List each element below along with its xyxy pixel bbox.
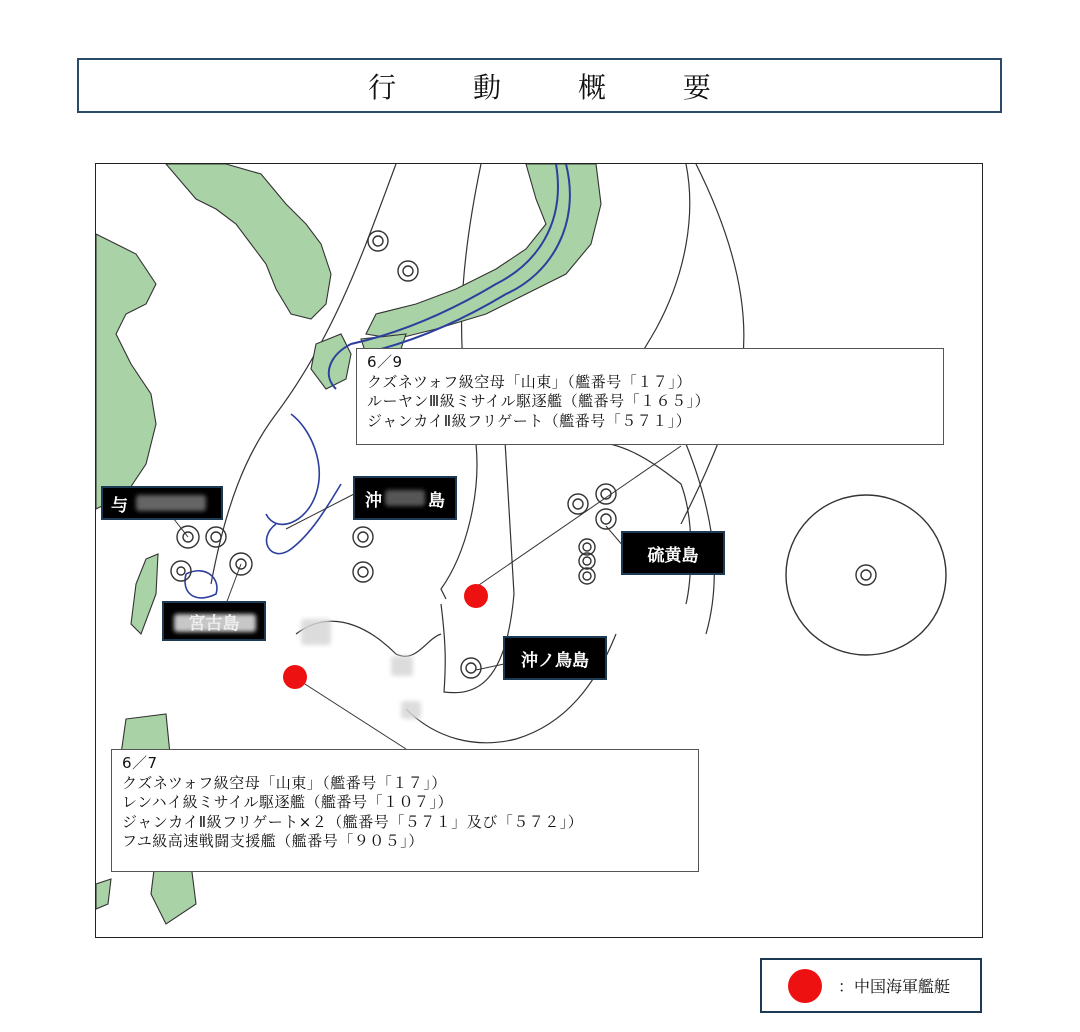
- event-box-june-9: [356, 348, 944, 445]
- ship-entry: クズネツォフ級空母「山東」（艦番号「１７」）: [367, 372, 692, 391]
- redaction-blur: [301, 619, 331, 645]
- redaction-blur: [136, 495, 206, 511]
- small-islands-sw: [96, 879, 111, 909]
- ship-position-june-7: [283, 665, 307, 689]
- place-label-text: 沖: [365, 490, 382, 511]
- event-box-june-7: [111, 749, 699, 872]
- place-label-text: 硫黄島: [647, 545, 699, 566]
- map-legend: [760, 958, 982, 1013]
- event-date: 6／7: [122, 754, 158, 772]
- place-label-yonaguni: [101, 486, 223, 520]
- map-panel: [95, 163, 983, 938]
- ship-entry: クズネツォフ級空母「山東」（艦番号「１７」）: [122, 773, 447, 792]
- korea-peninsula: [166, 164, 331, 319]
- japan-honshu: [366, 164, 601, 339]
- ship-entry: ジャンカイⅡ級フリゲート×２（艦番号「５７１」及び「５７２」）: [122, 812, 584, 831]
- china-coast: [96, 234, 156, 509]
- ship-entry: ルーヤンⅢ級ミサイル駆逐艦（艦番号「１６５」）: [367, 392, 711, 410]
- legend-label: ：中国海軍艦艇: [838, 977, 951, 996]
- redaction-blur: [385, 490, 425, 506]
- place-label-text: 与: [111, 495, 128, 516]
- redaction-blur: [174, 614, 256, 632]
- ship-entry: フユ級高速戦闘支援艦（艦番号「９０５」）: [122, 832, 424, 850]
- taiwan: [131, 554, 158, 634]
- redaction-blur: [391, 656, 413, 676]
- event-date: 6／9: [367, 353, 403, 371]
- page-title: 行 動 概 要: [77, 58, 1002, 113]
- ship-position-june-9: [464, 584, 488, 608]
- place-label-okinotorishima: [503, 636, 607, 680]
- place-label-text: 島: [428, 490, 445, 511]
- redaction-blur: [401, 701, 421, 719]
- place-label-okinawa: [353, 476, 457, 520]
- legend-red-dot-icon: [788, 969, 822, 1003]
- place-label-text: 沖ノ鳥島: [521, 650, 589, 671]
- ship-entry: ジャンカイⅡ級フリゲート（艦番号「５７１」）: [367, 411, 692, 430]
- place-label-iwoto: [621, 531, 725, 575]
- ship-entry: レンハイ級ミサイル駆逐艦（艦番号「１０７」）: [122, 793, 454, 811]
